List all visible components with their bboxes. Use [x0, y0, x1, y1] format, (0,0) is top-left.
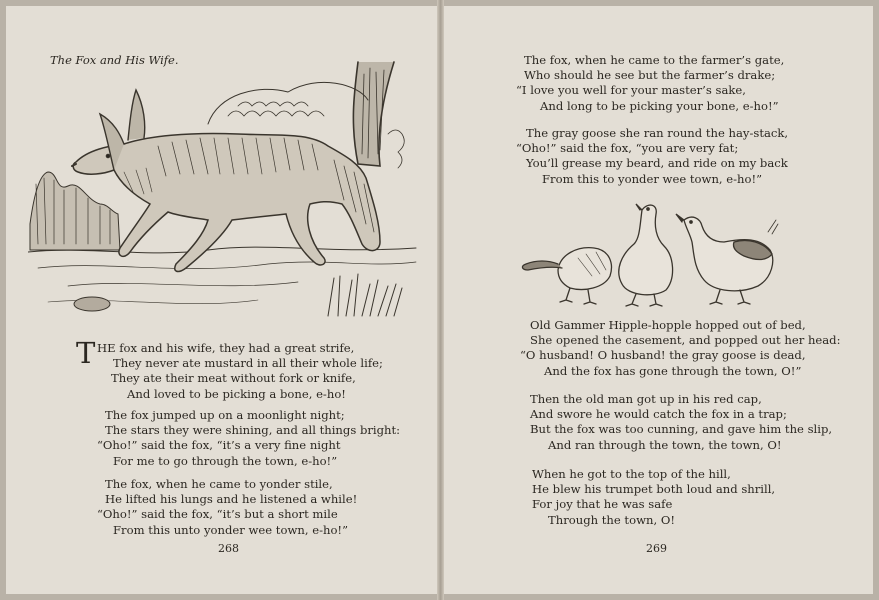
- dropcap: T: [76, 336, 96, 370]
- verse-line: The fox jumped up on a moonlight night;: [105, 408, 345, 422]
- stanza-8: [520, 467, 775, 528]
- verse-line: “Oho!” said the fox, “it’s a very fine night: [97, 438, 341, 453]
- verse-line: Who should he see but the farmer’s drake;: [524, 68, 776, 83]
- verse-line: HE fox and his wife, they had a great strife,: [97, 341, 355, 355]
- illustration-caption: The Fox and His Wife.: [50, 53, 179, 67]
- verse-line: The fox, when he came to the farmer’s gate,: [524, 53, 785, 67]
- verse-line: And ran through the town, the town, O!: [548, 437, 782, 452]
- page-number: 268: [218, 542, 239, 555]
- page-number: 269: [646, 542, 667, 555]
- verse-line: Through the town, O!: [548, 512, 675, 527]
- stanza-7: [520, 392, 832, 453]
- right-page: [443, 6, 873, 594]
- verse-line: “O husband! O husband! the gray goose is dead,: [520, 348, 806, 363]
- fox-illustration: [28, 54, 418, 324]
- verse-line: Old Gammer Hipple-hopple hopped out of bed,: [530, 318, 806, 332]
- verse-line: Then the old man got up in his red cap,: [530, 392, 762, 406]
- verse-line: She opened the casement, and popped out her head:: [530, 333, 841, 348]
- verse-line: The stars they were shining, and all things bright:: [105, 423, 401, 438]
- stanza-5: [516, 126, 788, 187]
- verse-line: They ate their meat without fork or knife,: [111, 371, 356, 386]
- verse-line: From this unto yonder wee town, e-ho!”: [113, 522, 349, 537]
- verse-line: You’ll grease my beard, and ride on my back: [526, 156, 788, 171]
- verse-line: He blew his trumpet both loud and shrill,: [532, 482, 776, 497]
- verse-line: The gray goose she ran round the hay-stack,: [526, 126, 789, 140]
- left-page: [6, 6, 438, 594]
- verse-line: The fox, when he came to yonder stile,: [105, 477, 333, 491]
- verse-line: For me to go through the town, e-ho!”: [113, 453, 338, 468]
- verse-line: “Oho!” said the fox, “you are very fat;: [516, 141, 739, 156]
- stanza-2: [97, 408, 400, 469]
- verse-line: When he got to the top of the hill,: [532, 467, 731, 481]
- verse-line: From this to yonder wee town, e-ho!”: [542, 171, 763, 186]
- verse-line: They never ate mustard in all their whole life;: [113, 356, 383, 371]
- verse-line: “Oho!” said the fox, “it’s but a short mile: [97, 507, 338, 522]
- stanza-3: [97, 477, 357, 538]
- stanza-1: [97, 341, 383, 402]
- verse-line: He lifted his lungs and he listened a while!: [105, 492, 358, 507]
- verse-line: For joy that he was safe: [532, 497, 673, 512]
- verse-line: “I love you well for your master’s sake,: [516, 83, 746, 98]
- verse-line: And loved to be picking a bone, e-ho!: [127, 386, 346, 401]
- stanza-4: [516, 53, 784, 114]
- stanza-6: [520, 318, 841, 379]
- verse-line: And the fox has gone through the town, O!”: [544, 363, 802, 378]
- geese-illustration: [518, 198, 782, 308]
- verse-line: And long to be picking your bone, e-ho!”: [540, 98, 779, 113]
- verse-line: And swore he would catch the fox in a trap;: [530, 407, 787, 422]
- verse-line: But the fox was too cunning, and gave him the slip,: [530, 422, 833, 437]
